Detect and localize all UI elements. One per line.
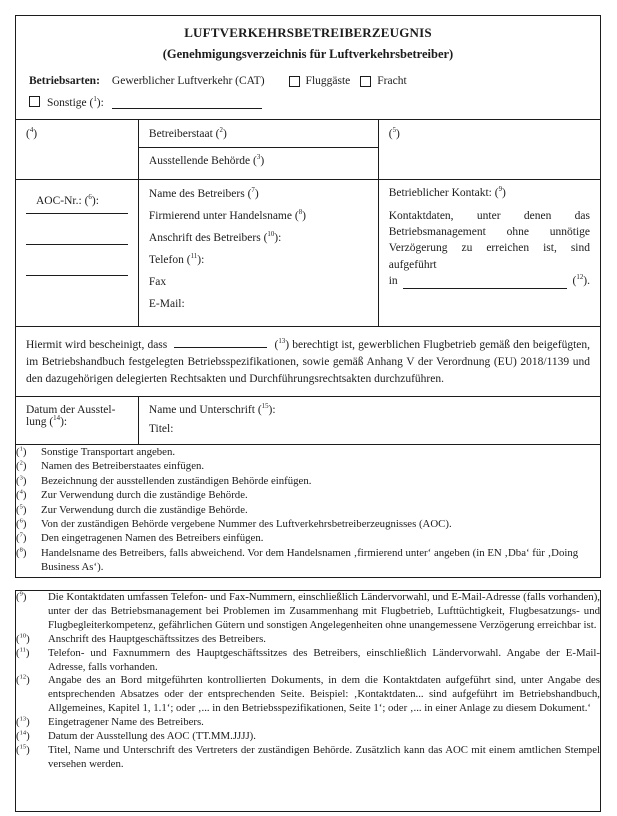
aoc-number-field-1[interactable] <box>26 214 128 245</box>
footnote-marker: ( $^4$ ) <box>16 488 41 502</box>
certification-text: Hiermit wird bescheinigt, dass ( $^{13}$ ) berechtigt ist, gewerblichen Flugbetrieb gemäß den beigefügten, im Betriebshandbuch festgelegten Betriebsspezifikationen, sowie gemäß Anhang V der Verordnung (EU) 2018/1139 und den dazugehörigen delegierten Rechtsakten und Durchführungsrechtsakten durchzuführen. <box>26 334 590 387</box>
betriebsarten-label: Betriebsarten: <box>29 75 100 87</box>
sonstige-row <box>16 95 600 109</box>
aoc-form-table <box>16 119 600 445</box>
form-subtitle: (Genehmigungsverzeichnis für Luftverkehrsbetreiber) <box>162 47 454 61</box>
betriebsarten-row <box>16 75 600 87</box>
kontakt-fill-line[interactable] <box>403 275 567 289</box>
footnote-marker: ( $^3$ ) <box>16 474 41 488</box>
footnote-ref-3: ( $^3$ ) <box>253 155 264 167</box>
fluggaeste-checkbox[interactable] <box>289 76 300 87</box>
footnote-ref-7: ( $^7$ ) <box>248 188 259 200</box>
footnote-13: ( $^{13}$ ) Eingetragener Name des Betreibers. <box>16 716 600 730</box>
footnote-ref-5: ( $^5$ ) <box>389 128 400 140</box>
footnotes-box <box>15 590 601 812</box>
fracht-checkbox[interactable] <box>360 76 371 87</box>
authority-use-cell-4 <box>16 120 138 180</box>
footnote-5: ( $^5$ ) Zur Verwendung durch die zuständige Behörde. <box>16 503 600 517</box>
footnote-ref-11: ( $^{11}$ ) <box>187 254 201 266</box>
footnote-marker: ( $^{10}$ ) <box>16 633 48 647</box>
footnote-marker: ( $^8$ ) <box>16 546 41 560</box>
form-title: LUFTVERKEHRSBETREIBERZEUGNIS <box>184 25 432 40</box>
telefon-label: Telefon ( $^{11}$ ) : <box>149 253 368 268</box>
signature-cell <box>138 397 600 445</box>
sonstige-label: Sonstige ( $^1$ ) : <box>47 97 104 109</box>
footnote-ref-9: ( $^9$ ) <box>495 187 506 199</box>
footnote-1: ( $^1$ ) Sonstige Transportart angeben. <box>16 445 600 459</box>
footnote-7: ( $^7$ ) Den eingetragenen Namen des Betreibers einfügen. <box>16 531 600 545</box>
fax-label: Fax <box>148 276 167 288</box>
kontakt-reference-line <box>389 273 590 289</box>
datum-ausstellung-cell: Datum der Ausstel-lung ( $^{14}$ ) : <box>16 397 138 445</box>
footnotes-9-15 <box>16 591 600 772</box>
footnote-8: ( $^8$ ) Handelsname des Betreibers, falls abweichend. Vor dem Handelsnamen ‚firmierend unter‘ angeben (in EN ‚Dba‘ für ‚Doing Business As‘). <box>16 546 600 575</box>
footnote-marker: ( $^{13}$ ) <box>16 716 48 730</box>
footnote-marker: ( $^6$ ) <box>16 517 41 531</box>
aoc-number-cell <box>16 180 138 327</box>
footnote-3: ( $^3$ ) Bezeichnung der ausstellenden zuständigen Behörde einfügen. <box>16 474 600 488</box>
kontakt-body-text: Kontaktdaten, unter denen das Betriebsmanagement ohne unnötige Verzögerung zu erreichen ist, sind aufgeführt <box>388 210 590 271</box>
footnote-12: ( $^{12}$ ) Angabe des an Bord mitgeführten kontrollierten Dokuments, in dem die Kontaktdaten aufgeführt sind, unter Angabe des entsprechenden Absatzes oder der entsprechenden Seite. Beispiel: ‚Kontaktdaten... sind aufgeführt im Betriebshandbuch, Allgemeines, Kapitel 1, 1.1‘; oder ‚... in den Betriebsspezifikationen, Seite 1‘; oder ‚... in einer Anlage zu diesem Dokument.‘ <box>16 674 600 716</box>
footnote-15: ( $^{15}$ ) Titel, Name und Unterschrift des Vertreters der zuständigen Behörde. Zusätzlich kann das AOC mit einem amtlichen Stempel versehen werden. <box>16 744 600 772</box>
handelsname-label: Firmierend unter Handelsname ( $^8$ ) <box>149 209 368 224</box>
cat-text: Gewerblicher Luftverkehr (CAT) <box>111 75 265 87</box>
aoc-number-field-2[interactable] <box>26 245 128 276</box>
ausstellende-behoerde-cell: Ausstellende Behörde ( $^3$ ) <box>138 148 378 180</box>
certification-cell <box>16 327 600 397</box>
footnote-10: ( $^{10}$ ) Anschrift des Hauptgeschäftssitzes des Betreibers. <box>16 633 600 647</box>
footnote-14: ( $^{14}$ ) Datum der Ausstellung des AOC (TT.MM.JJJJ). <box>16 730 600 744</box>
table-row <box>16 397 600 445</box>
footnote-ref-6: ( $^6$ ) <box>85 195 96 207</box>
footnote-marker: ( $^{14}$ ) <box>16 730 48 744</box>
titel-label: Titel: <box>148 423 174 435</box>
footnote-9: ( $^9$ ) Die Kontaktdaten umfassen Telefon- und Fax-Nummern, einschließlich Ländervorwahl, und E-Mail-Adresse (falls vorhanden), unter der das Betriebsmanagement bei Problemen im Zusammenhang mit Flugbetrieb, Lufttüchtigkeit, Flugbesatzungs- und Flugbegleiterkompetenz, gefährlichen Gütern und sonstigen Angelegenheiten ohne unangemessene Verzögerung erreichbar ist. <box>16 591 600 633</box>
footnote-ref-12-group: ( $^{12}$ ) . <box>573 273 590 289</box>
footnote-ref-12: ( $^{12}$ ) <box>573 275 588 287</box>
kontakt-in-word: in <box>388 274 398 287</box>
email-label: E-Mail: <box>148 298 185 310</box>
operator-name-label: Name des Betreibers ( $^7$ ) <box>149 187 368 202</box>
footnote-ref-15: ( $^{15}$ ) <box>258 404 273 416</box>
footnote-marker: ( $^{11}$ ) <box>16 647 48 661</box>
sonstige-fill-line[interactable] <box>112 95 262 109</box>
footnote-marker: ( $^2$ ) <box>16 459 41 473</box>
footnotes-1-8 <box>16 445 600 575</box>
footnote-ref-8: ( $^8$ ) <box>295 210 306 222</box>
sonstige-checkbox[interactable] <box>29 96 40 107</box>
footnote-4: ( $^4$ ) Zur Verwendung durch die zuständige Behörde. <box>16 488 600 502</box>
footnote-marker: ( $^{12}$ ) <box>16 674 48 688</box>
footnote-ref-10: ( $^{10}$ ) <box>264 232 279 244</box>
kontakt-heading: Betrieblicher Kontakt: ( $^9$ ) <box>389 187 590 199</box>
footnote-ref-14: ( $^{14}$ ) <box>49 416 64 428</box>
aoc-form-box <box>15 15 601 578</box>
footnote-6: ( $^6$ ) Von der zuständigen Behörde vergebene Nummer des Luftverkehrsbetreiberzeugnisses (AOC). <box>16 517 600 531</box>
aoc-number-label: AOC-Nr.: ( $^6$ ) : <box>26 187 128 214</box>
footnote-11: ( $^{11}$ ) Telefon- und Faxnummern des Hauptgeschäftssitzes des Betreibers, einschließlich Ländervorwahl. Angabe der E-Mail-Adresse, falls vorhanden. <box>16 647 600 675</box>
footnote-marker: ( $^{15}$ ) <box>16 744 48 758</box>
name-unterschrift-label: Name und Unterschrift ( $^{15}$ ) : <box>149 404 590 416</box>
fracht-label: Fracht <box>377 75 407 87</box>
betrieblicher-kontakt-cell <box>378 180 600 327</box>
table-row <box>16 327 600 397</box>
authority-use-cell-5 <box>378 120 600 180</box>
footnote-ref-4: ( $^4$ ) <box>26 128 37 140</box>
footnote-ref-2: ( $^2$ ) <box>216 128 227 140</box>
anschrift-label: Anschrift des Betreibers ( $^{10}$ ) : <box>149 231 368 246</box>
footnote-2: ( $^2$ ) Namen des Betreiberstaates einfügen. <box>16 459 600 473</box>
betreiberstaat-cell: Betreiberstaat ( $^2$ ) <box>138 120 378 148</box>
footnote-marker: ( $^7$ ) <box>16 531 41 545</box>
footnote-marker: ( $^9$ ) <box>16 591 48 605</box>
table-row <box>16 180 600 327</box>
fluggaeste-label: Fluggäste <box>305 75 351 87</box>
footnote-ref-13: ( $^{13}$ ) <box>275 339 290 351</box>
operator-details-cell <box>138 180 378 327</box>
certify-fill-line[interactable] <box>174 334 267 348</box>
footnote-marker: ( $^5$ ) <box>16 503 41 517</box>
table-row <box>16 120 600 148</box>
footnote-marker: ( $^1$ ) <box>16 445 41 459</box>
footnote-ref-1: ( $^1$ ) <box>90 97 101 109</box>
